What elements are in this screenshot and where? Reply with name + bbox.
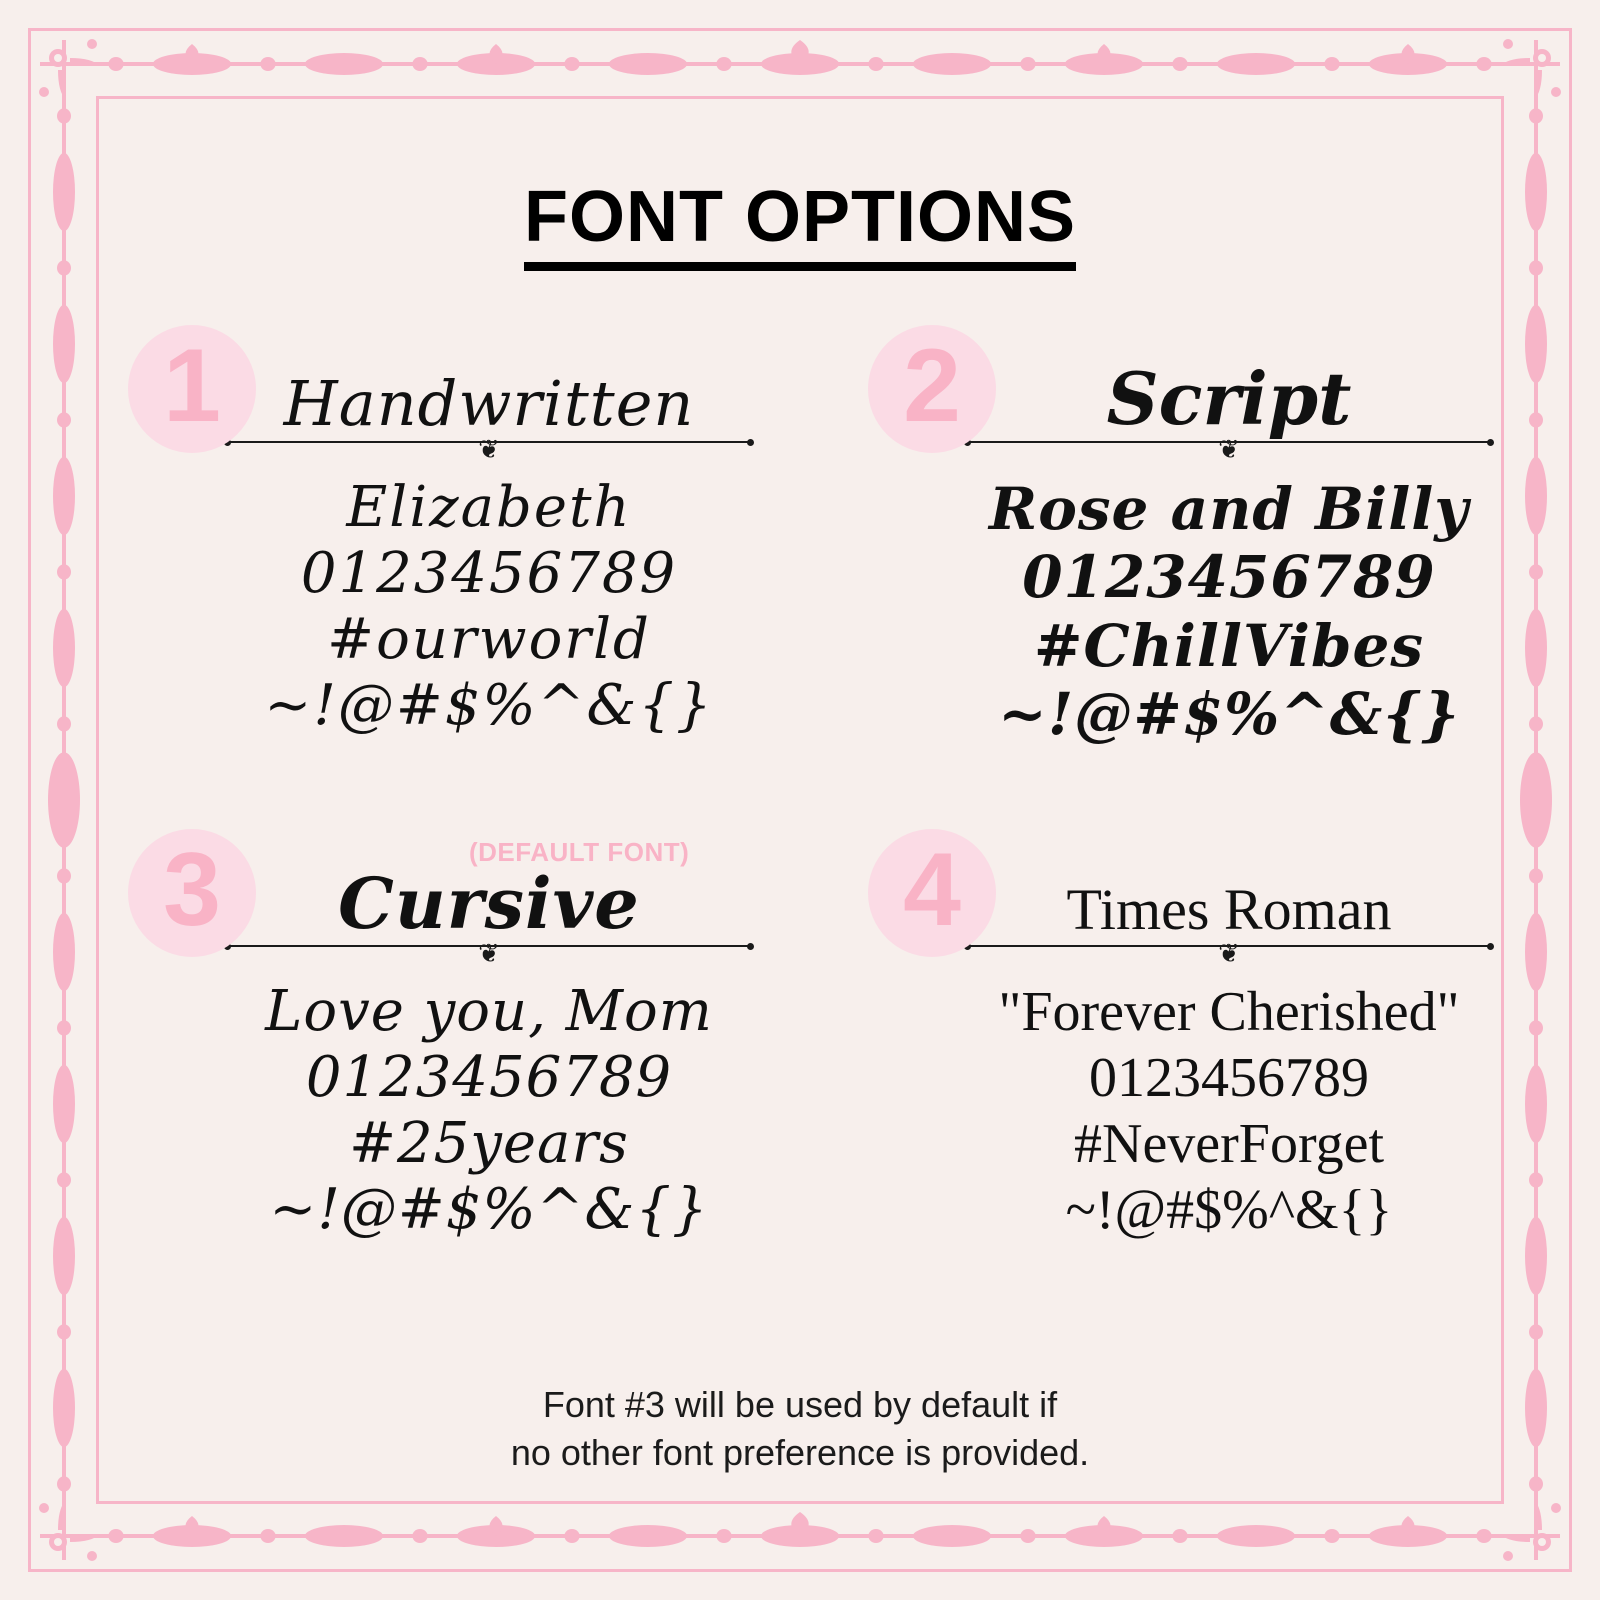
frame-band-left xyxy=(40,40,88,1560)
sample-line: #ChillVibes xyxy=(1033,611,1425,680)
sample-line: ~!@#$%^&{} xyxy=(998,680,1460,749)
font-option-1[interactable] xyxy=(110,325,750,749)
sample-line: #25years xyxy=(349,1110,629,1176)
font-option-2[interactable] xyxy=(850,325,1490,749)
option-header-2 xyxy=(968,325,1490,441)
sample-line: Rose and Billy xyxy=(989,475,1469,543)
option-number-2: 2 xyxy=(903,328,961,444)
option-header-4 xyxy=(968,829,1490,942)
corner-flourish-bottom-right-icon xyxy=(1492,1492,1566,1566)
footnote-line-1: Font #3 will be used by default if xyxy=(542,1383,1058,1425)
divider-ornament-icon: ❦ xyxy=(478,938,500,969)
sample-line: Love you, Mom xyxy=(265,978,713,1044)
default-font-tag: (DEFAULT FONT) xyxy=(469,836,690,867)
sample-line: #NeverForget xyxy=(1074,1112,1384,1175)
frame-band-top xyxy=(40,40,1560,88)
frame-scroll-bottom-icon xyxy=(40,1512,1560,1560)
option-samples-2 xyxy=(968,475,1490,749)
sample-line: ~!@#$%^&{} xyxy=(1065,1178,1393,1241)
divider-ornament-icon: ❦ xyxy=(1218,938,1240,969)
frame-band-right xyxy=(1512,40,1560,1560)
options-row-1 xyxy=(110,325,1490,749)
corner-flourish-top-right-icon xyxy=(1492,34,1566,108)
corner-flourish-bottom-left-icon xyxy=(34,1492,108,1566)
sample-line: 0123456789 xyxy=(1089,1046,1369,1109)
option-divider-4 xyxy=(968,938,1490,969)
frame-band-bottom xyxy=(40,1512,1560,1560)
sample-line: ~!@#$%^&{} xyxy=(269,1176,709,1242)
content-area xyxy=(110,110,1490,1490)
option-number-4: 4 xyxy=(903,831,961,948)
option-header-1 xyxy=(228,325,750,440)
frame-scroll-top-icon xyxy=(40,40,1560,88)
sample-line: 0123456789 xyxy=(305,1044,673,1110)
option-number-1: 1 xyxy=(163,328,221,444)
title-container xyxy=(110,110,1490,271)
option-name-1: Handwritten xyxy=(283,367,695,440)
sample-line: "Forever Cherished" xyxy=(998,980,1460,1043)
sample-line: #ourworld xyxy=(327,607,651,673)
divider-ornament-icon: ❦ xyxy=(478,435,500,465)
sample-line: Elizabeth xyxy=(346,475,632,540)
option-number-3: 3 xyxy=(163,831,221,948)
font-option-4[interactable] xyxy=(850,829,1490,1243)
option-name-3: Cursive xyxy=(338,861,640,945)
option-header-3 xyxy=(228,829,750,945)
sample-line: ~!@#$%^&{} xyxy=(264,673,714,739)
corner-flourish-top-left-icon xyxy=(34,34,108,108)
divider-ornament-icon: ❦ xyxy=(1218,435,1240,465)
footnote xyxy=(110,1381,1490,1478)
page-title: FONT OPTIONS xyxy=(524,180,1076,271)
font-options-grid xyxy=(110,325,1490,1243)
option-samples-1 xyxy=(228,475,750,739)
footnote-line-2: no other font preference is provided. xyxy=(510,1432,1090,1474)
sample-line: 0123456789 xyxy=(1022,543,1436,612)
font-option-3[interactable] xyxy=(110,829,750,1243)
frame-scroll-left-icon xyxy=(40,40,88,1560)
options-row-2 xyxy=(110,829,1490,1243)
option-name-2: Script xyxy=(1106,356,1352,441)
frame-scroll-right-icon xyxy=(1512,40,1560,1560)
option-samples-3 xyxy=(228,979,750,1243)
option-samples-4 xyxy=(968,979,1490,1243)
option-name-4: Times Roman xyxy=(1066,876,1392,942)
sample-line: 0123456789 xyxy=(300,541,678,607)
